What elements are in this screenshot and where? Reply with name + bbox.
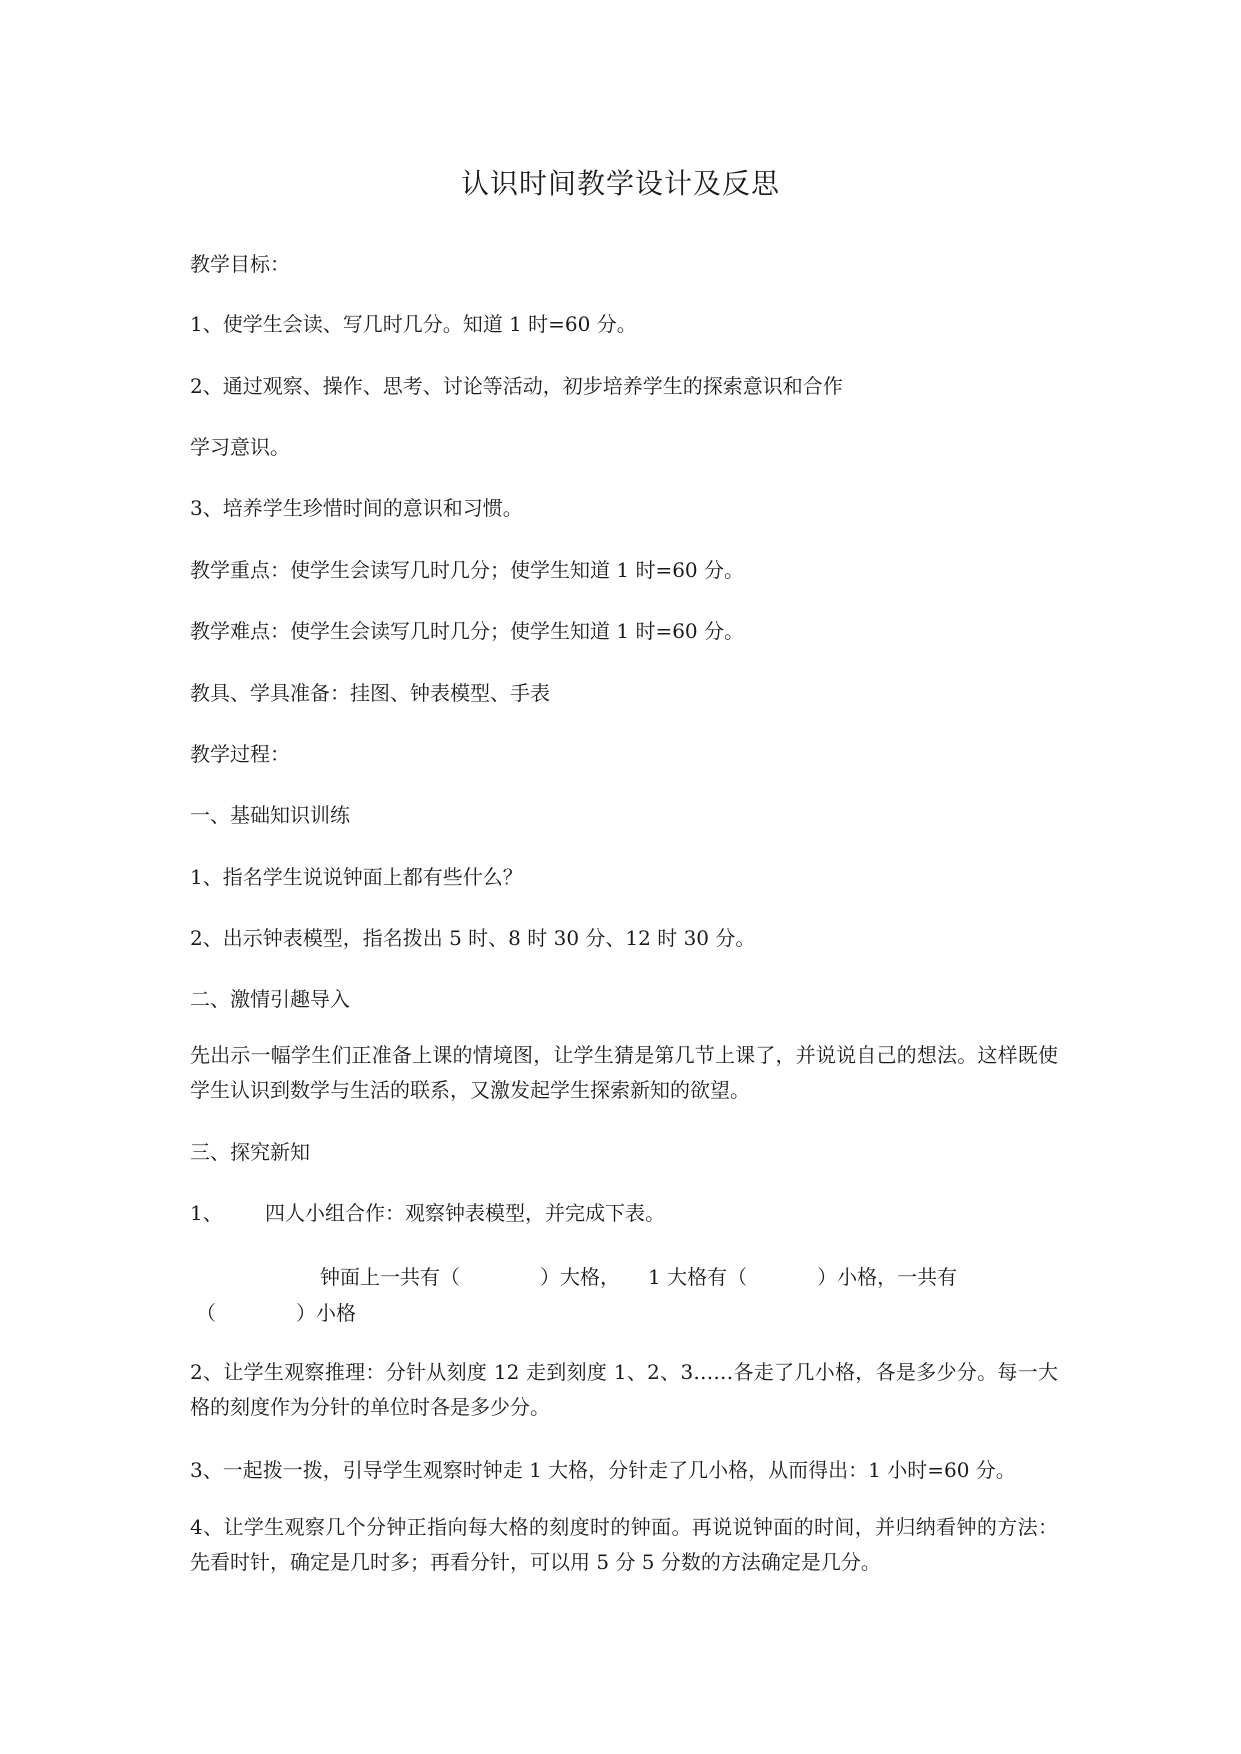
section-3-item-4: 4、让学生观察几个分钟正指向每大格的刻度时的钟面。再说说钟面的时间，并归纳看钟的方法：先看时针，确定是几时多；再看分针，可以用 5 分 5 分数的方法确定是几分。 <box>190 1515 1058 1574</box>
objective-2-line-1: 2、通过观察、操作、思考、讨论等活动，初步培养学生的探索意识和合作 <box>190 374 843 398</box>
section-1-item-1: 1、指名学生说说钟面上都有些什么？ <box>190 865 523 889</box>
section-3-item-3: 3、一起拨一拨，引导学生观察时钟走 1 大格，分针走了几小格，从而得出：1 小时=60 分。 <box>190 1458 1016 1482</box>
fill-in-row-2 <box>196 1297 356 1326</box>
section-2-heading: 二、激情引趣导入 <box>190 987 350 1011</box>
fill-part-2: ）大格， <box>540 1265 620 1289</box>
section-2-text: 先出示一幅学生们正准备上课的情境图，让学生猜是第几节上课了，并说说自己的想法。这样既使学生认识到数学与生活的联系，又激发起学生探索新知的欲望。 <box>190 1043 1058 1102</box>
section-3-item-1-text: 四人小组合作：观察钟表模型，并完成下表。 <box>265 1201 665 1225</box>
fill-in-row-1 <box>320 1261 957 1290</box>
objective-1: 1、使学生会读、写几时几分。知道 1 时=60 分。 <box>190 312 637 336</box>
fill-part-6: ）小格 <box>296 1301 356 1325</box>
objectives-heading: 教学目标： <box>190 252 290 276</box>
fill-part-1: 钟面上一共有（ <box>320 1265 460 1289</box>
section-3-heading: 三、探究新知 <box>190 1140 310 1164</box>
section-3-item-1-number: 1、 <box>190 1201 223 1225</box>
materials: 教具、学具准备：挂图、钟表模型、手表 <box>190 681 550 705</box>
process-heading: 教学过程： <box>190 742 290 766</box>
objective-2-line-2: 学习意识。 <box>190 435 290 459</box>
key-point: 教学重点：使学生会读写几时几分；使学生知道 1 时=60 分。 <box>190 558 745 582</box>
fill-part-3: 1 大格有（ <box>648 1265 748 1289</box>
section-1-heading: 一、基础知识训练 <box>190 803 350 827</box>
objective-3: 3、培养学生珍惜时间的意识和习惯。 <box>190 496 523 520</box>
fill-part-4: ）小格，一共有 <box>817 1265 958 1289</box>
difficult-point: 教学难点：使学生会读写几时几分；使学生知道 1 时=60 分。 <box>190 619 745 643</box>
fill-part-5: （ <box>196 1301 216 1325</box>
section-3-item-2: 2、让学生观察推理：分针从刻度 12 走到刻度 1、2、3……各走了几小格，各是多少分。每一大格的刻度作为分针的单位时各是多少分。 <box>190 1360 1058 1419</box>
document-title: 认识时间教学设计及反思 <box>460 167 780 200</box>
section-1-item-2: 2、出示钟表模型，指名拨出 5 时、8 时 30 分、12 时 30 分。 <box>190 926 756 950</box>
section-3-item-1 <box>190 1197 665 1226</box>
